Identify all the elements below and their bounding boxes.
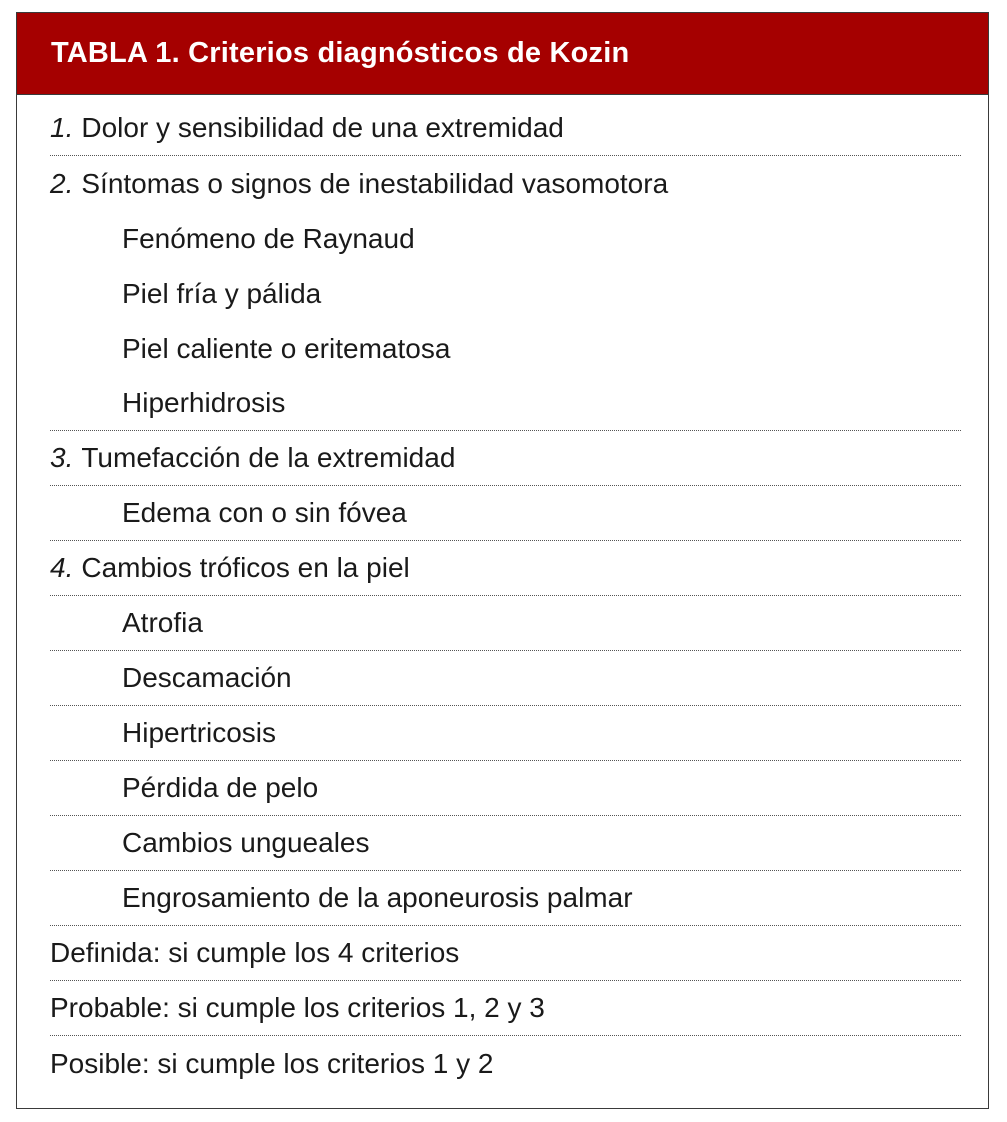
row-label: Hiperhidrosis — [122, 387, 286, 418]
criteria-item — [50, 431, 961, 486]
row-text — [50, 278, 321, 310]
classification-row — [50, 1036, 961, 1091]
criteria-subitem — [50, 871, 961, 926]
row-label: Cambios tróficos en la piel — [81, 552, 410, 583]
criteria-subitem — [50, 706, 961, 761]
row-text — [50, 223, 415, 255]
row-label: Tumefacción de la extremidad — [81, 442, 456, 473]
row-text — [50, 1048, 494, 1080]
criteria-subitem — [50, 816, 961, 871]
classification-row — [50, 981, 961, 1036]
row-label: Edema con o sin fóvea — [122, 497, 407, 528]
criteria-number: 2. — [50, 167, 74, 199]
criteria-subitem — [50, 266, 961, 321]
row-label: Hipertricosis — [122, 717, 277, 748]
row-label: Definida: si cumple los 4 criterios — [50, 937, 460, 968]
criteria-subitem — [50, 486, 961, 541]
criteria-item — [50, 101, 961, 156]
criteria-subitem — [50, 211, 961, 266]
row-label: Piel caliente o eritematosa — [122, 332, 451, 364]
row-label: Dolor y sensibilidad de una extremidad — [81, 112, 564, 143]
row-label: Fenómeno de Raynaud — [122, 222, 415, 254]
row-label: Engrosamiento de la aponeurosis palmar — [122, 882, 633, 913]
criteria-item — [50, 156, 961, 211]
criteria-subitem — [50, 321, 961, 376]
row-text — [50, 387, 285, 419]
row-text — [50, 992, 545, 1024]
row-text — [50, 772, 318, 804]
row-label: Cambios ungueales — [122, 827, 370, 858]
row-label: Pérdida de pelo — [122, 772, 319, 803]
row-label: Atrofia — [122, 607, 203, 638]
table-header — [17, 13, 988, 95]
criteria-number: 1. — [50, 112, 74, 143]
row-text — [50, 662, 292, 694]
row-text — [50, 717, 276, 749]
table-body — [50, 95, 961, 1091]
criteria-subitem — [50, 651, 961, 706]
row-label: Piel fría y pálida — [122, 277, 322, 309]
row-text — [50, 937, 459, 969]
criteria-number: 4. — [50, 552, 74, 583]
criteria-subitem — [50, 596, 961, 651]
row-text — [50, 168, 668, 200]
row-text — [50, 333, 450, 365]
row-label: Posible: si cumple los criterios 1 y 2 — [50, 1047, 494, 1079]
row-text — [50, 112, 564, 144]
row-label: Descamación — [122, 662, 292, 693]
row-label: Probable: si cumple los criterios 1, 2 y 3 — [50, 992, 545, 1023]
row-text — [50, 607, 203, 639]
row-text — [50, 552, 410, 584]
row-text — [50, 882, 633, 914]
row-text — [50, 497, 407, 529]
criteria-subitem — [50, 376, 961, 431]
criteria-number: 3. — [50, 442, 74, 473]
classification-row — [50, 926, 961, 981]
row-label: Síntomas o signos de inestabilidad vasomotora — [81, 167, 669, 199]
criteria-subitem — [50, 761, 961, 816]
table-title: TABLA 1. Criterios diagnósticos de Kozin — [51, 37, 630, 69]
criteria-item — [50, 541, 961, 596]
row-text — [50, 442, 455, 474]
row-text — [50, 827, 370, 859]
criteria-table — [16, 12, 989, 1109]
